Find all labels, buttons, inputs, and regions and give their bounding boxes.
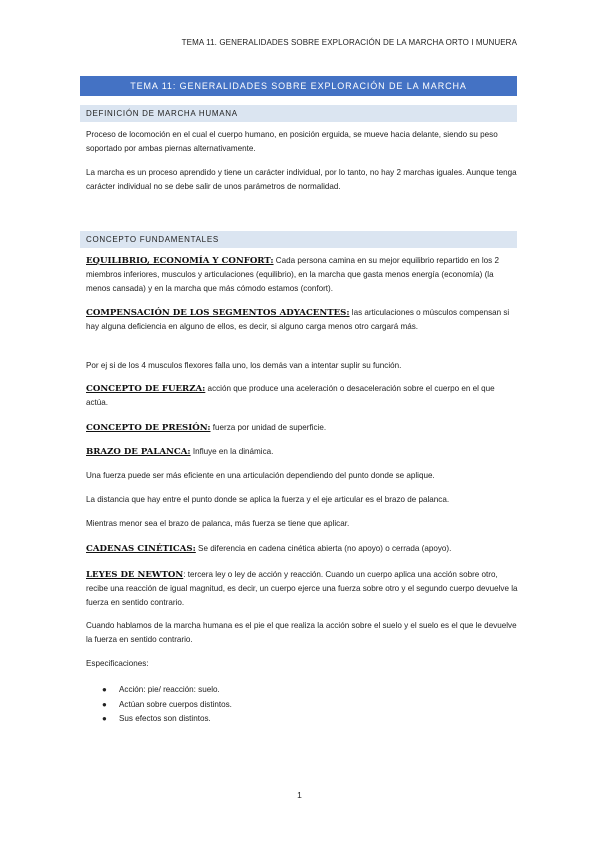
- term-newton: LEYES DE NEWTON: [86, 570, 184, 580]
- page-title: TEMA 11: GENERALIDADES SOBRE EXPLORACIÓN DE LA MARCHA: [130, 81, 467, 91]
- term-compensacion: COMPENSACIÓN DE LOS SEGMENTOS ADYACENTES:: [86, 308, 350, 318]
- running-header: TEMA 11. GENERALIDADES SOBRE EXPLORACIÓN DE LA MARCHA ORTO I MUNUERA: [181, 38, 517, 47]
- section-heading-definicion: DEFINICIÓN DE MARCHA HUMANA: [80, 105, 517, 122]
- list-item: ● Sus efectos son distintos.: [86, 712, 232, 727]
- text-presion: fuerza por unidad de superficie.: [210, 423, 327, 432]
- section-heading-conceptos: CONCEPTO FUNDAMENTALES: [80, 231, 517, 248]
- bullet-icon: ●: [102, 714, 107, 723]
- term-fuerza: CONCEPTO DE FUERZA:: [86, 384, 206, 394]
- paragraph-palanca-eficiencia: Una fuerza puede ser más eficiente en una articulación dependiendo del punto donde se aplique.: [86, 471, 435, 480]
- term-equilibrio: EQUILIBRIO, ECONOMÍA Y CONFORT:: [86, 256, 274, 266]
- paragraph-compensacion: [86, 306, 518, 334]
- paragraph-cadenas: [86, 542, 518, 556]
- paragraph-palanca-menor: Mientras menor sea el brazo de palanca, más fuerza se tiene que aplicar.: [86, 519, 350, 528]
- term-presion: CONCEPTO DE PRESIÓN:: [86, 423, 211, 433]
- title-banner: [80, 76, 517, 96]
- paragraph-flexores: Por ej si de los 4 musculos flexores falla uno, los demás van a intentar suplir su función.: [86, 361, 402, 370]
- paragraph-equilibrio: [86, 254, 518, 296]
- page-number: 1: [297, 790, 302, 800]
- text-equilibrio: Cada persona camina en su mejor equilibrio repartido en los 2 miembros inferiores, musculos y articulaciones (equilibrio), en la marcha que gasta menos energía (economía) (la menos cansada) y en la marcha que más cómodo estamos (confort).: [86, 256, 499, 293]
- paragraph-palanca: [86, 445, 518, 459]
- term-palanca: BRAZO DE PALANCA:: [86, 447, 191, 457]
- paragraph-palanca-distancia: La distancia que hay entre el punto donde se aplica la fuerza y el eje articular es el brazo de palanca.: [86, 495, 450, 504]
- text-newton: : tercera ley o ley de acción y reacción. Cuando un cuerpo aplica una acción sobre otro, recibe una reacción de igual magnitud, es decir, un cuerpo ejerce una fuerza sobre otro y el segundo cuerpo devuelve la fuerza en sentido contrario.: [86, 570, 518, 607]
- text-palanca: Influye en la dinámica.: [190, 447, 274, 456]
- text-fuerza: acción que produce una aceleración o desaceleración sobre el cuerpo en el que actúa.: [86, 384, 495, 407]
- list-item: ● Acción: pie/ reacción: suelo.: [86, 683, 232, 698]
- paragraph-fuerza: [86, 382, 518, 410]
- paragraph-presion: [86, 421, 518, 435]
- bullet-icon: ●: [102, 699, 107, 709]
- text-cadenas: Se diferencia en cadena cinética abierta (no apoyo) o cerrada (apoyo).: [195, 544, 452, 553]
- specs-list: [86, 683, 232, 727]
- list-item: ● Actúan sobre cuerpos distintos.: [86, 698, 232, 713]
- text-compensacion: las articulaciones o músculos compensan si hay alguna deficiencia en alguno de ellos, es decir, si alguno carga menos otro cargará más.: [86, 308, 510, 331]
- term-cadenas: CADENAS CINÉTICAS:: [86, 544, 196, 554]
- paragraph-marcha-humana: Cuando hablamos de la marcha humana es el pie el que realiza la acción sobre el suelo y el suelo es el que le devuelve la fuerza en sentido contrario.: [86, 621, 517, 644]
- bullet-icon: ●: [102, 685, 107, 694]
- paragraph-definicion: Proceso de locomoción en el cual el cuerpo humano, en posición erguida, se mueve hacia delante, siendo su peso soportado por ambas piernas alternativamente.: [86, 130, 498, 153]
- specs-label: Especificaciones:: [86, 659, 149, 668]
- paragraph-newton: [86, 568, 518, 610]
- paragraph-aprendido: La marcha es un proceso aprendido y tiene un carácter individual, por lo tanto, no hay 2 marchas iguales. Aunque tenga carácter individual no se debe salir de unos parámetros de normalidad.: [86, 168, 517, 191]
